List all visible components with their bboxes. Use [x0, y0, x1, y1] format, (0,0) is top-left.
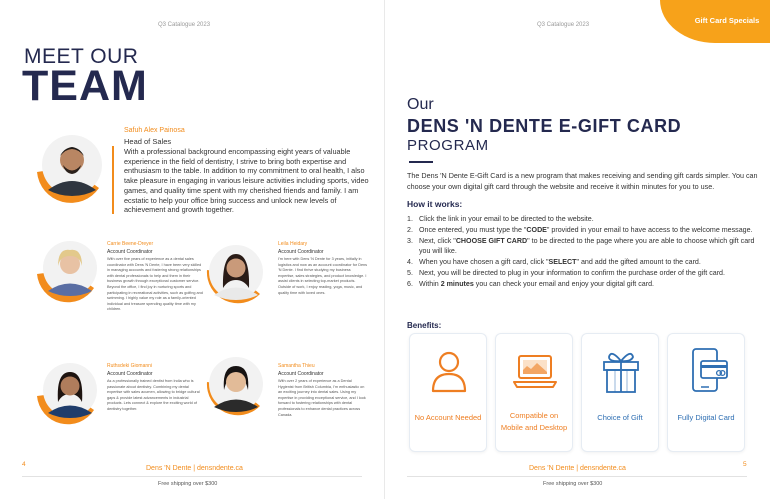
- benefit-label: Compatible on Mobile and Desktop: [500, 411, 568, 432]
- member-avatar: [34, 358, 102, 426]
- step-item: 6. Within 2 minutes you can check your email and enjoy your digital gift card.: [407, 279, 655, 288]
- right-page: [385, 0, 770, 499]
- footer-brand[interactable]: [529, 465, 626, 472]
- member-avatar: [202, 352, 270, 420]
- member-bio: With over five years of experience as a dental sales coordinator with Dens 'N Dente, I have been very skilled in managing accounts and fostering strong relationships with dental professionals to help and them in their business growth through exceptional customer service. Beyond the office, I find joy in nurturing sports and participating in recreational activities, such as golfing and swimming. I highly value my role as a family-oriented individual and treasure spending quality time with my children.: [107, 257, 203, 312]
- how-it-works-heading: How it works:: [407, 199, 463, 209]
- footer-brand-text: Dens 'N Dente | densndente.ca: [146, 465, 243, 472]
- benefit-card-no-account: [409, 333, 487, 452]
- intro-paragraph: The Dens 'N Dente E-Gift Card is a new program that makes receiving and sending gift cards simpler. You can choose your own digital gift card through the website and receive it within minutes for you to use.: [407, 171, 758, 191]
- footer-shipping: Free shipping over $300: [543, 481, 603, 487]
- heading-team: TEAM: [22, 62, 148, 110]
- member-avatar: [202, 240, 270, 308]
- member-name: Samantha Thieu: [278, 363, 315, 369]
- benefit-label: Fully Digital Card: [677, 413, 735, 422]
- user-icon: [429, 349, 469, 393]
- benefit-label: No Account Needed: [414, 413, 482, 422]
- footer-shipping: Free shipping over $300: [158, 481, 218, 487]
- catalog-label: Q3 Catalogue 2023: [158, 22, 211, 28]
- benefit-card-compatible: [495, 333, 573, 452]
- page-number: 4: [22, 461, 26, 468]
- lead-role: Head of Sales: [124, 137, 172, 146]
- member-bio: As a professionally trained dentist from India who is passionate about dentistry. Combining my dental expertise with sales acumen, allowing to bridge cultural gaps & provide latest advancements in industrial products. Lets connect & explore the exciting world of dentistry together.: [107, 379, 200, 411]
- heading-meet-our: MEET OUR: [24, 45, 139, 68]
- member-role: Account Coordinator: [278, 249, 324, 255]
- member-role: Account Coordinator: [278, 371, 324, 377]
- benefit-card-digital: [667, 333, 745, 452]
- laptop-icon: [513, 352, 557, 392]
- lead-bio: With a professional background encompassing eight years of valuable experience in the field of dentistry, I strive to bring both expertise and enthusiasm to the table. In addition to my commitment to oral health, I also take pleasure in engaging in various leisure activities including sports, video games, and quality time spent with my cherished friends and family. I am ecstatic to help your office bring success and unlock new levels of achievement and growth together.: [124, 147, 369, 215]
- member-name: Carrie Beene-Dreyer: [107, 241, 154, 247]
- member-name: Leila Heidary: [278, 241, 308, 247]
- gift-card-specials-label: Gift Card Specials: [694, 16, 760, 25]
- member-bio: I'm here with Dens 'N Dente for 3 years, initially in logistics and now as an account coordinator for Dens 'N Dente. I find thrive studying my business expertise, sales strategies, and product knowledge. I assist clients in selecting top-market products. Outside of work, I enjoy reading, yoga, music, and quality time with loved ones.: [278, 257, 368, 295]
- lead-avatar: [33, 130, 107, 209]
- catalog-label: Q3 Catalogue 2023: [537, 22, 590, 28]
- benefit-label: Choice of Gift: [597, 413, 643, 422]
- title-egift-card: DENS 'N DENTE E-GIFT CARD: [407, 116, 682, 136]
- title-our: Our: [407, 96, 434, 113]
- footer-divider: [22, 476, 362, 477]
- lead-accent-bar: [112, 146, 114, 214]
- benefit-card-choice: [581, 333, 659, 452]
- phone-card-icon: [685, 347, 729, 393]
- step-item: 1. Click the link in your email to be directed to the website.: [407, 215, 594, 223]
- footer-brand[interactable]: [146, 465, 243, 472]
- step-item: 4. When you have chosen a gift card, click "SELECT" and add the gifted amount to the card.: [407, 258, 701, 267]
- member-role: Account Coordinator: [107, 249, 153, 255]
- gift-icon: [601, 349, 641, 395]
- footer-divider: [407, 476, 747, 477]
- member-bio: With over 2 years of experience as a Dental Hygienist from British Columbia, I'm enthusiastic on an exciting journey into dental sales. Using my expertise in providing exceptional service, and I look forward to fostering relationships with dental professionals to enhance dental practices across Canada.: [278, 379, 366, 417]
- member-name: Ruthsdeki Giomanni: [107, 363, 153, 369]
- member-role: Account Coordinator: [107, 371, 153, 377]
- benefits-heading: Benefits:: [407, 321, 442, 330]
- step-item: 5. Next, you will be directed to plug in your information to confirm the purchase order of the gift card.: [407, 268, 725, 277]
- member-avatar: [34, 236, 102, 304]
- title-underline: [409, 161, 433, 163]
- step-item: 2. Once entered, you must type the "CODE" provided in your email to have access to the welcome message.: [407, 225, 753, 234]
- steps-list: [407, 214, 757, 290]
- title-program: PROGRAM: [407, 137, 489, 154]
- page-number: 5: [743, 461, 747, 468]
- step-item: 3. Next, click "CHOOSE GIFT CARD" to be directed to the page where you are able to choose which gift card you will like.: [407, 236, 755, 256]
- lead-name: Safuh Alex Painosa: [124, 127, 185, 134]
- footer-brand-text: Dens 'N Dente | densndente.ca: [529, 465, 626, 472]
